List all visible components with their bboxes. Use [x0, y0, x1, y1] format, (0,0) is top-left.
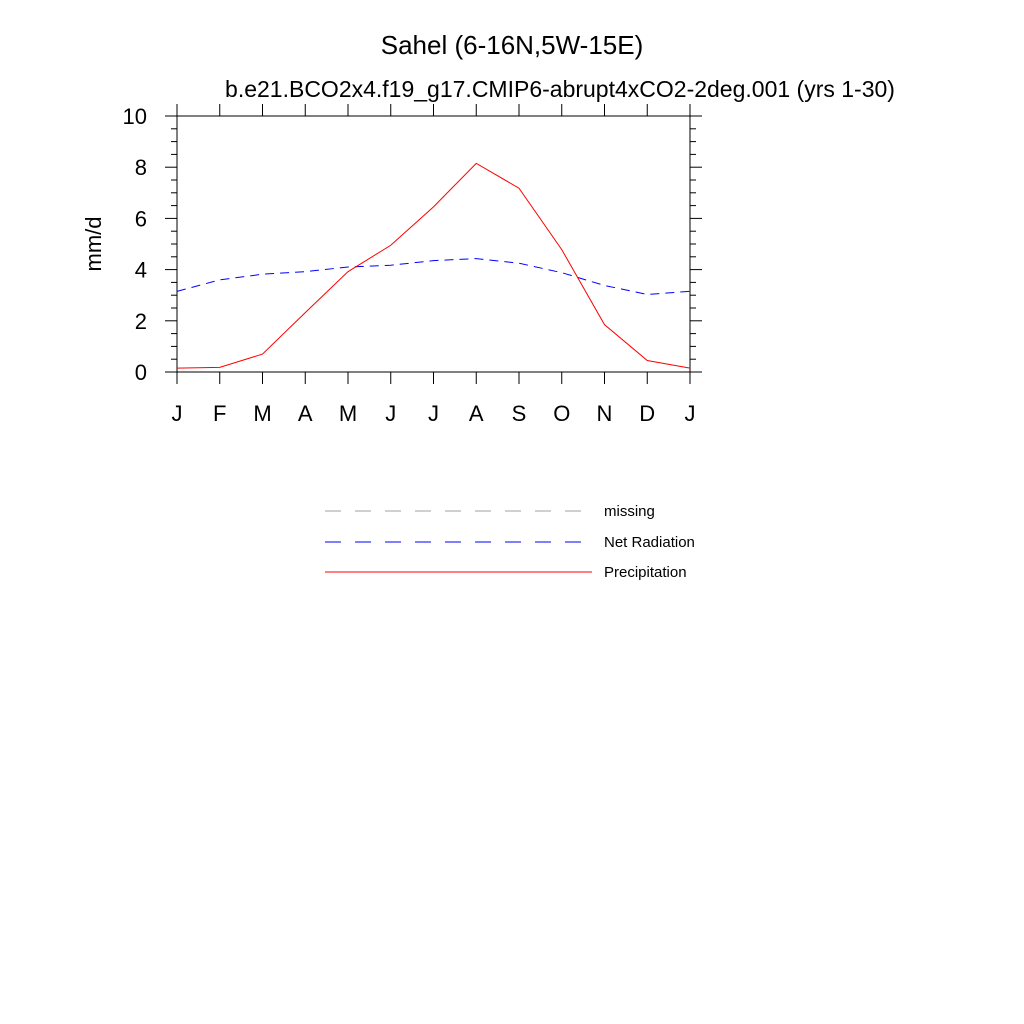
y-tick-label: 8 — [134, 155, 147, 181]
x-tick-label: D — [639, 401, 656, 426]
y-tick-label: 10 — [122, 104, 147, 129]
legend-label-1: Net Radiation — [604, 534, 695, 551]
x-tick-label: S — [511, 401, 527, 426]
chart-subtitle: b.e21.BCO2x4.f19_g17.CMIP6-abrupt4xCO2-2deg.001 (yrs 1-30) — [225, 76, 895, 102]
x-tick-label: J — [428, 401, 439, 426]
legend-label-0: missing — [604, 503, 655, 520]
plot-frame — [177, 116, 690, 372]
x-tick-label: F — [213, 401, 227, 426]
x-tick-label: A — [468, 401, 484, 426]
legend-label-2: Precipitation — [604, 564, 687, 581]
x-tick-label: O — [553, 401, 571, 426]
y-tick-label: 6 — [134, 206, 147, 232]
y-tick-label: 4 — [134, 257, 147, 283]
series-line-2 — [177, 163, 690, 368]
x-tick-label: J — [171, 401, 183, 426]
chart-title: Sahel (6-16N,5W-15E) — [380, 30, 644, 60]
x-tick-label: N — [596, 401, 613, 426]
legend — [325, 503, 695, 581]
x-tick-label: M — [338, 401, 358, 426]
x-tick-label: J — [684, 401, 696, 426]
x-tick-label: M — [253, 401, 272, 426]
x-tick-label: J — [385, 401, 397, 426]
series-line-1 — [177, 259, 690, 295]
y-axis-label: mm/d — [81, 216, 106, 272]
y-tick-label: 2 — [134, 308, 147, 334]
plot-area — [123, 104, 702, 426]
y-tick-label: 0 — [134, 360, 147, 385]
x-tick-label: A — [297, 401, 313, 426]
